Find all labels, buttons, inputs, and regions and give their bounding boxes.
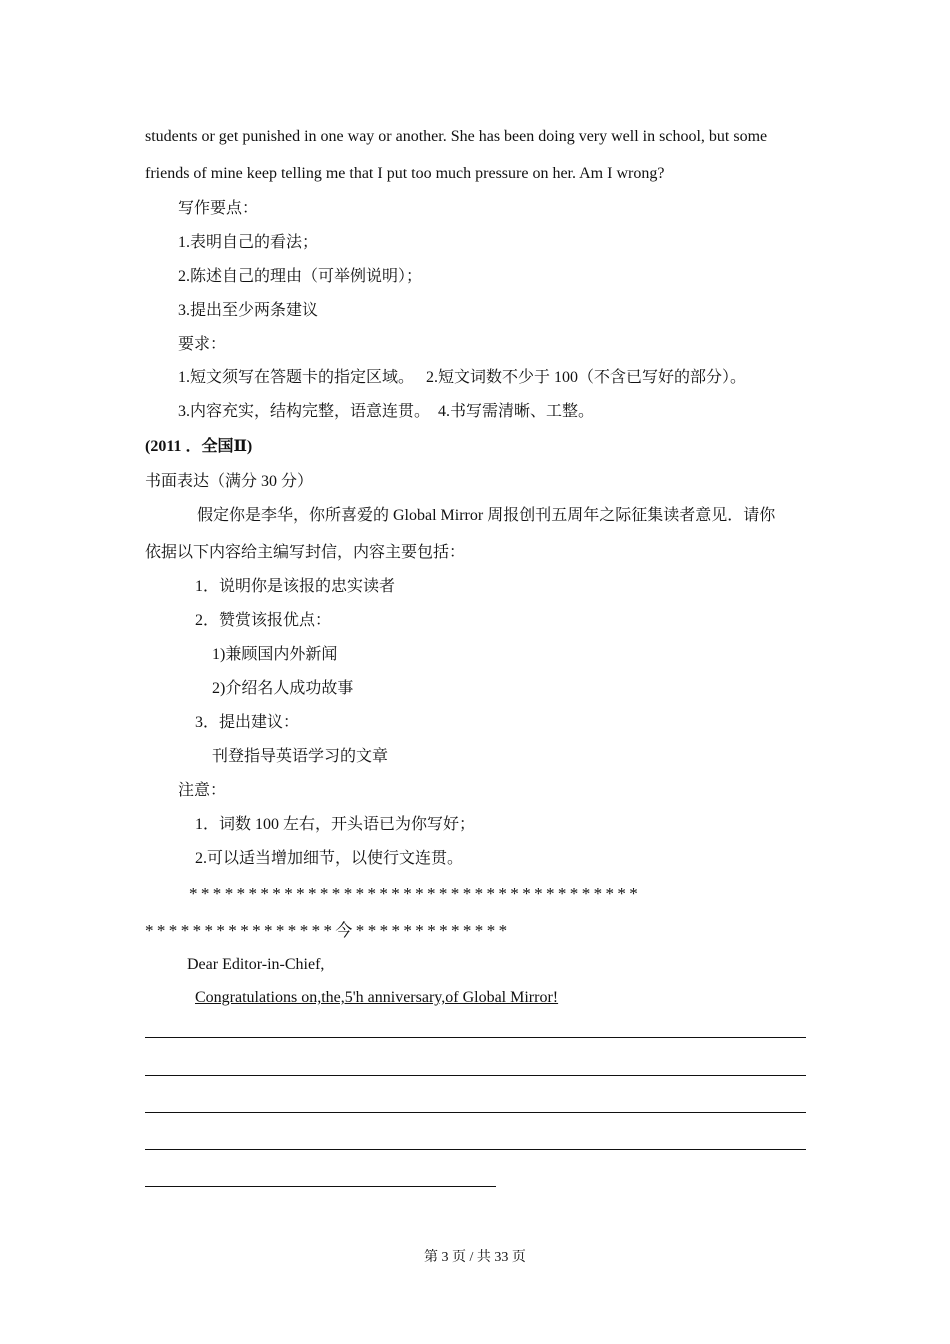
point-3: 3.提出至少两条建议 [178,302,319,319]
stars-line-1: ************************************** [189,884,642,903]
answer-line-1 [145,1037,806,1038]
answer-line-3 [145,1112,806,1113]
content-item-2b: 2)介绍名人成功故事 [212,680,354,697]
point-1: 1.表明自己的看法； [178,234,319,251]
intro-line-1: 假定你是李华，你所喜爱的 Global Mirror 周报创刊五周年之际征集读者意见．请你 [197,507,776,524]
content-item-2a: 1)兼顾国内外新闻 [212,646,338,663]
intro-line-2: 依据以下内容给主编写封信，内容主要包括： [145,544,466,561]
content-item-2: 2．赞赏该报优点： [195,612,332,629]
note-1: 1．词数 100 左右，开头语已为你写好； [195,816,476,833]
content-item-3a: 刊登指导英语学习的文章 [212,748,389,765]
points-heading: 写作要点： [178,200,259,217]
note-heading: 注意： [178,782,227,799]
opening-sentence: Congratulations on,the,5'h anniversary,of Global Mirror! [195,989,559,1006]
requirements-row-1: 1.短文须写在答题卡的指定区域。 2.短文词数不少于 100（不含已写好的部分）。 [178,369,747,386]
passage-line-1: students or get punished in one way or another. She has been doing very well in school, but some [145,128,768,145]
content-item-3: 3．提出建议： [195,714,300,731]
passage-line-2: friends of mine keep telling me that I put too much pressure on her. Am I wrong? [145,165,665,182]
requirements-row-2: 3.内容充实，结构完整，语意连贯。 4.书写需清晰、工整。 [178,403,595,420]
answer-line-5 [145,1186,496,1187]
requirements-heading: 要求： [178,336,227,353]
answer-line-2 [145,1075,806,1076]
source-heading: (2011 ．全国Ⅱ) [145,438,253,455]
answer-line-4 [145,1149,806,1150]
note-2: 2.可以适当增加细节，以使行文连贯。 [195,850,464,867]
salutation: Dear Editor-in-Chief, [187,956,325,973]
point-2: 2.陈述自己的理由（可举例说明）； [178,268,423,285]
section-title: 书面表达（满分 30 分） [145,473,314,490]
page-footer: 第 3 页 / 共 33 页 [424,1250,526,1265]
content-item-1: 1．说明你是该报的忠实读者 [195,578,396,595]
stars-line-2: ****************今************* [145,921,511,940]
